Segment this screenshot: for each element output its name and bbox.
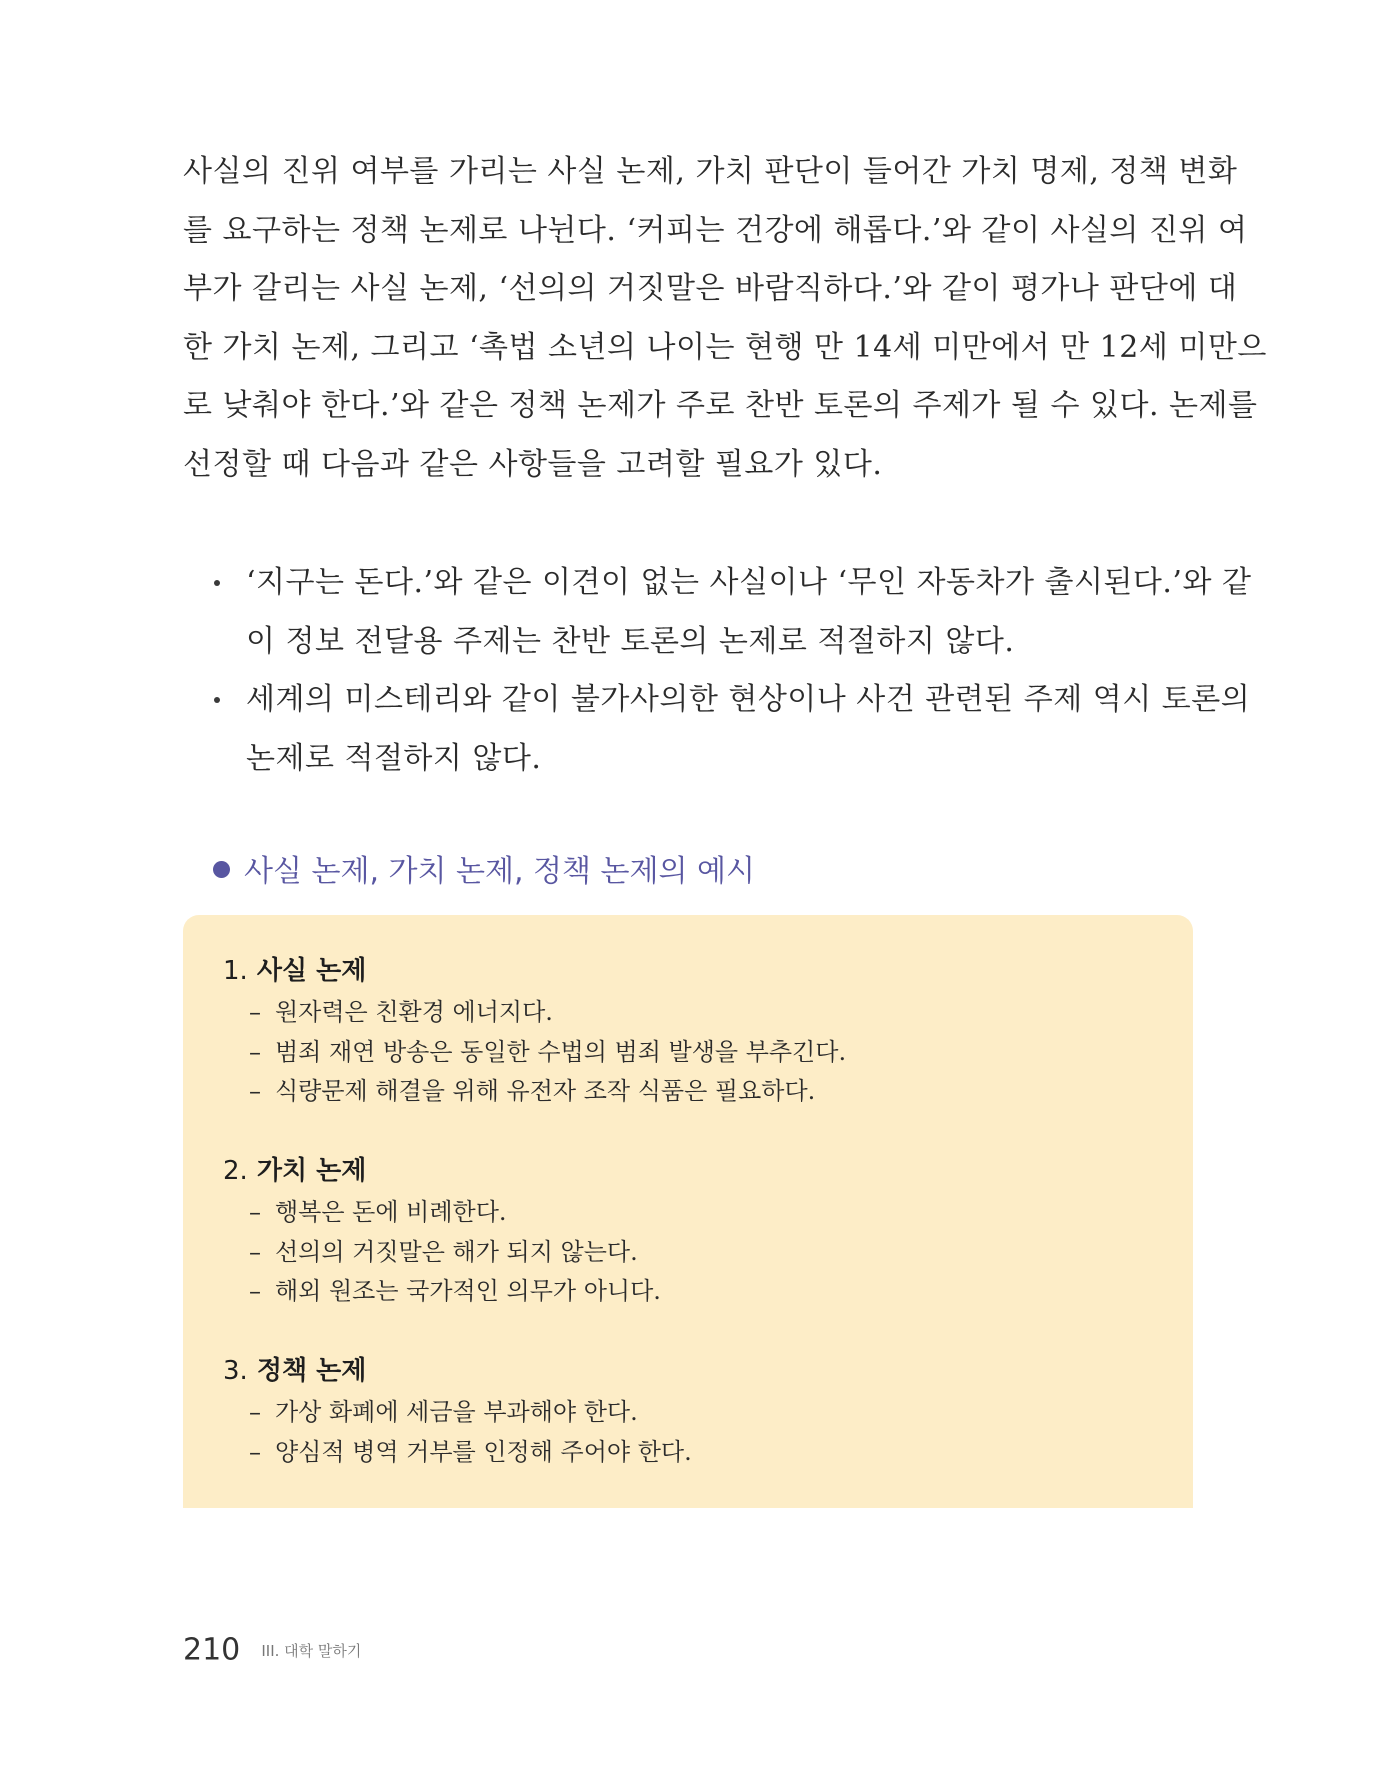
example-group-policy	[223, 1349, 1163, 1472]
example-item	[223, 1393, 1163, 1433]
body-paragraph	[183, 143, 1267, 495]
dash-icon: –	[249, 1437, 261, 1466]
example-group-number: 3.	[223, 1356, 248, 1386]
dash-icon: –	[249, 1277, 261, 1305]
example-group-number: 2.	[223, 1156, 248, 1186]
page-number: 210	[183, 1632, 241, 1668]
example-item	[223, 1033, 1163, 1073]
example-item	[223, 1272, 1163, 1312]
example-group-title	[223, 1349, 1163, 1393]
body-line: 로 낮춰야 한다.’와 같은 정책 논제가 주로 찬반 토론의 주제가 될 수 있다. 논제를	[183, 388, 1258, 424]
bullet-text: 세계의 미스테리와 같이 불가사의한 현상이나 사건 관련된 주제 역시 토론의	[246, 682, 1251, 718]
section-heading-text: 사실 논제, 가치 논제, 정책 논제의 예시	[244, 854, 755, 889]
example-group-title	[223, 1149, 1163, 1193]
example-item-text: 가상 화폐에 세금을 부과해야 한다.	[275, 1398, 638, 1426]
example-item-text: 식량문제 해결을 위해 유전자 조작 식품은 필요하다.	[275, 1077, 816, 1105]
bullet-text: 논제로 적절하지 않다.	[246, 740, 542, 776]
bullet-text: ‘지구는 돈다.’와 같은 이견이 없는 사실이나 ‘무인 자동차가 출시된다.’와 같	[246, 565, 1252, 600]
bullet-item	[210, 554, 1252, 613]
example-group-value	[223, 1149, 1163, 1312]
example-item-text: 행복은 돈에 비례한다.	[275, 1198, 507, 1226]
example-item	[223, 1233, 1163, 1273]
example-item-text: 선의의 거짓말은 해가 되지 않는다.	[275, 1237, 638, 1266]
bullet-list	[210, 554, 1252, 788]
bullet-dot-icon	[214, 580, 220, 586]
example-item	[223, 1072, 1163, 1112]
dash-icon: –	[249, 1198, 261, 1226]
bullet-item-continuation	[210, 730, 1195, 789]
example-group-label: 가치 논제	[256, 1156, 367, 1186]
body-line: 를 요구하는 정책 논제로 나뉜다. ‘커피는 건강에 해롭다.’와 같이 사실의 진위 여	[183, 212, 1248, 248]
dash-icon: –	[249, 1037, 261, 1066]
example-box	[183, 915, 1193, 1508]
example-group-fact	[223, 949, 1163, 1112]
example-item-text: 원자력은 친환경 에너지다.	[275, 998, 553, 1026]
chapter-label: III. 대학 말하기	[261, 1641, 362, 1660]
bullet-item	[210, 671, 1251, 730]
body-line: 부가 갈리는 사실 논제, ‘선의의 거짓말은 바람직하다.’와 같이 평가나 판단에 대	[183, 271, 1238, 307]
example-group-number: 1.	[223, 956, 248, 986]
example-group-label: 사실 논제	[256, 956, 367, 986]
body-line: 한 가치 논제, 그리고 ‘촉법 소년의 나이는 현행 만 14세 미만에서 만 12세 미만으	[183, 329, 1267, 365]
dash-icon: –	[249, 1237, 261, 1266]
body-line: 사실의 진위 여부를 가리는 사실 논제, 가치 판단이 들어간 가치 명제, 정책 변화	[183, 154, 1238, 189]
page-footer	[183, 1628, 361, 1672]
heading-dot-icon	[213, 861, 230, 878]
example-item	[223, 1193, 1163, 1233]
dash-icon: –	[249, 1398, 261, 1426]
example-item-text: 범죄 재연 방송은 동일한 수법의 범죄 발생을 부추긴다.	[275, 1037, 847, 1066]
bullet-text: 이 정보 전달용 주제는 찬반 토론의 논제로 적절하지 않다.	[246, 623, 1015, 659]
dash-icon: –	[249, 1077, 261, 1105]
bullet-dot-icon	[214, 697, 220, 703]
dash-icon: –	[249, 998, 261, 1026]
section-heading	[213, 848, 755, 896]
example-item-text: 해외 원조는 국가적인 의무가 아니다.	[275, 1277, 661, 1305]
example-group-label: 정책 논제	[256, 1356, 367, 1386]
example-item	[223, 993, 1163, 1033]
example-item	[223, 1433, 1163, 1473]
body-line: 선정할 때 다음과 같은 사항들을 고려할 필요가 있다.	[183, 446, 883, 482]
example-item-text: 양심적 병역 거부를 인정해 주어야 한다.	[275, 1437, 692, 1466]
bullet-item-continuation	[210, 613, 1195, 672]
example-group-title	[223, 949, 1163, 993]
